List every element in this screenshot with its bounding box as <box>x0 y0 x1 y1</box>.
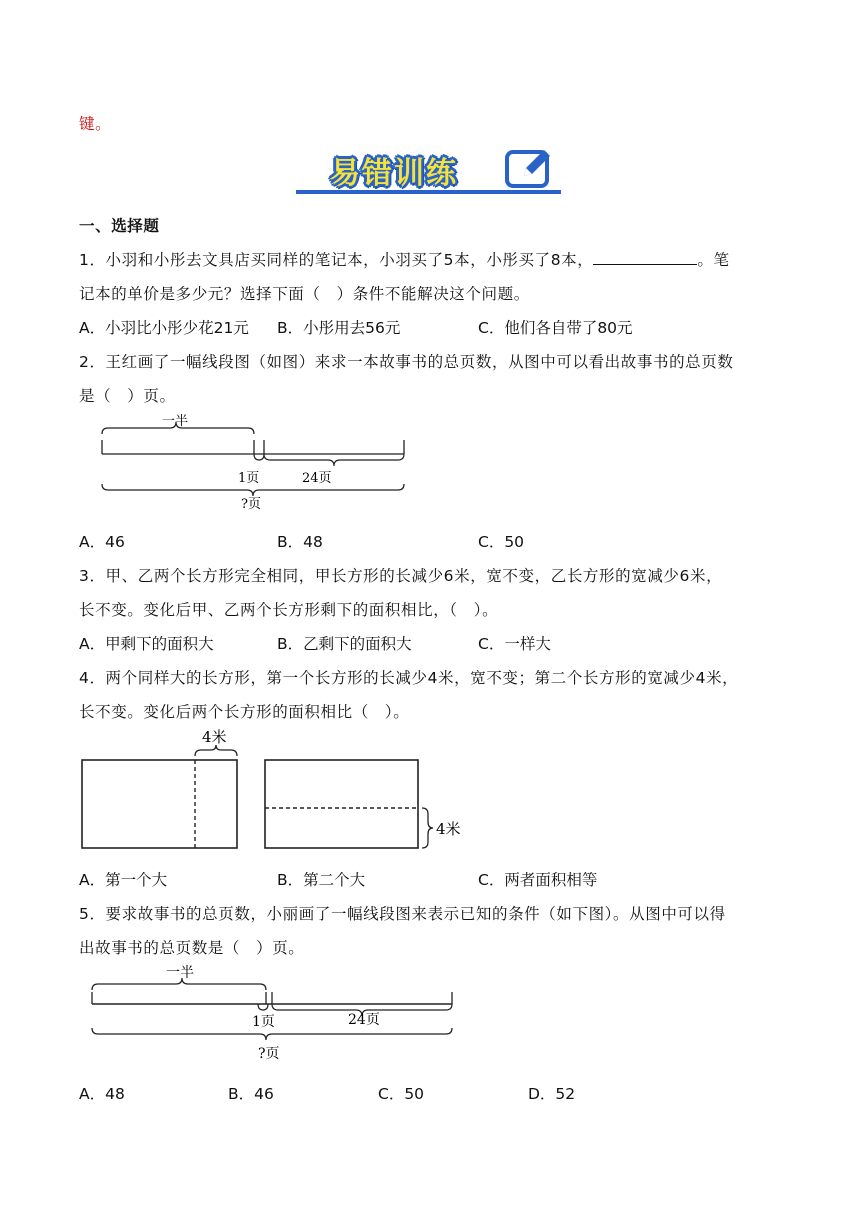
q2-option-a: A．46 <box>79 533 125 551</box>
half-label: 一半 <box>162 414 189 429</box>
q1-option-b: B．小彤用去56元 <box>277 319 401 337</box>
question-4-line-2: 长不变。变化后两个长方形的面积相比（ ）。 <box>79 703 410 721</box>
q2-line-segment-diagram <box>96 414 416 518</box>
q3-option-c: C．一样大 <box>478 635 551 653</box>
q5-option-d: D．52 <box>528 1085 576 1103</box>
question-4-line-1: 4．两个同样大的长方形，第一个长方形的长减少4米，宽不变；第二个长方形的宽减少4米， <box>79 669 739 687</box>
total-label: ?页 <box>241 497 261 512</box>
banner-title: 易错训练 <box>330 156 458 191</box>
section-title: 一、选择题 <box>79 217 160 235</box>
rectangle-1 <box>82 760 237 848</box>
rest-pages-label: 24页 <box>348 1012 380 1028</box>
q5-option-b: B．46 <box>228 1085 274 1103</box>
edit-icon <box>504 146 554 194</box>
previous-page-fragment: 键。 <box>79 115 112 133</box>
rectangle-2-brace <box>422 808 433 848</box>
total-label: ?页 <box>258 1046 280 1062</box>
question-3-line-2: 长不变。变化后甲、乙两个长方形剩下的面积相比，（ ）。 <box>79 601 499 619</box>
question-1-line-1 <box>79 248 730 270</box>
q2-option-b: B．48 <box>277 533 323 551</box>
one-page-label: 1页 <box>238 471 260 486</box>
rest-pages-label: 24页 <box>302 471 332 486</box>
q2-option-c: C．50 <box>478 533 525 551</box>
q4-option-b: B．第二个大 <box>277 871 366 889</box>
q1-option-a: A．小羽比小彤少花21元 <box>79 319 249 337</box>
one-page-label: 1页 <box>252 1014 275 1030</box>
rectangle-1-brace <box>195 745 237 756</box>
question-3-line-1: 3．甲、乙两个长方形完全相同，甲长方形的长减少6米，宽不变，乙长方形的宽减少6米， <box>79 567 723 585</box>
q4-option-c: C．两者面积相等 <box>478 871 598 889</box>
q3-option-b: B．乙剩下的面积大 <box>277 635 412 653</box>
question-2-line-1: 2．王红画了一幅线段图（如图）来求一本故事书的总页数，从图中可以看出故事书的总页数 <box>79 353 734 371</box>
question-1-text-tail: 。笔 <box>697 251 730 269</box>
question-5-line-1: 5．要求故事书的总页数，小丽画了一幅线段图来表示已知的条件（如下图）。从图中可以得 <box>79 905 726 923</box>
q4-option-a: A．第一个大 <box>79 871 168 889</box>
q5-option-a: A．48 <box>79 1085 125 1103</box>
question-1-text: 1．小羽和小彤去文具店买同样的笔记本，小羽买了5本，小彤买了8本， <box>79 251 594 269</box>
q3-option-a: A．甲剩下的面积大 <box>79 635 214 653</box>
q1-option-c: C．他们各自带了80元 <box>478 319 633 337</box>
q5-line-segment-diagram <box>86 964 466 1074</box>
rectangle-1-label: 4米 <box>202 728 227 746</box>
half-label: 一半 <box>166 965 194 981</box>
rectangle-2-label: 4米 <box>436 820 461 838</box>
question-1-line-2: 记本的单价是多少元？选择下面（ ）条件不能解决这个问题。 <box>79 285 530 303</box>
q5-option-c: C．50 <box>378 1085 425 1103</box>
answer-blank <box>593 250 697 265</box>
question-5-line-2: 出故事书的总页数是（ ）页。 <box>79 939 305 957</box>
question-2-line-2: 是（ ）页。 <box>79 387 176 405</box>
q4-rectangles-diagram <box>78 726 478 860</box>
rectangle-2 <box>265 760 418 848</box>
